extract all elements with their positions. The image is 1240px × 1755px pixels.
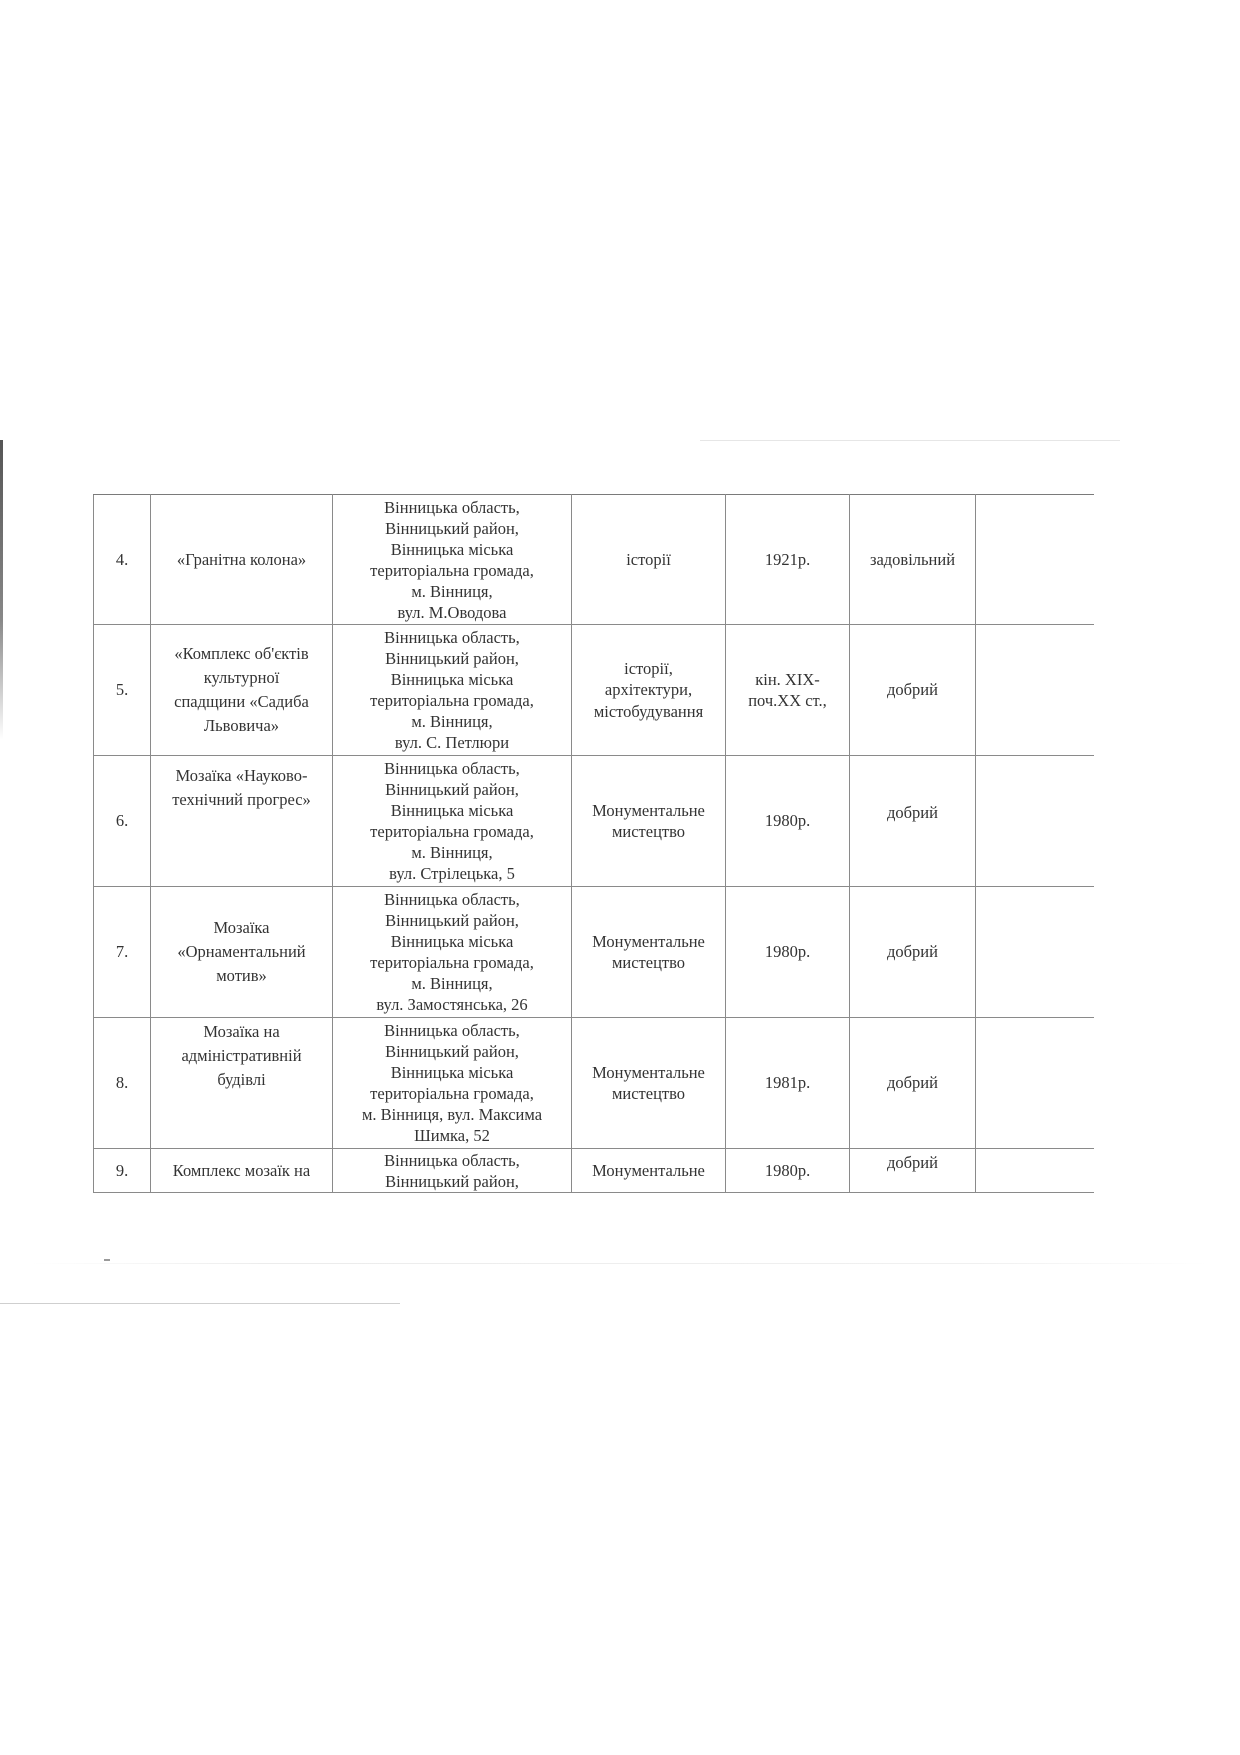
table-row	[94, 495, 1094, 625]
condition: добрий	[887, 680, 938, 700]
date: 1980р.	[764, 942, 811, 962]
object-name: Мозаїка на адміністративній будівлі	[181, 1022, 302, 1089]
table-row	[94, 1149, 1094, 1193]
table-row	[94, 1018, 1094, 1149]
row-number: 8.	[115, 1073, 129, 1093]
address: Вінницька область, Вінницький район,	[384, 1150, 520, 1191]
heritage-type: Монументальне мистецтво	[592, 931, 705, 972]
object-name: «Комплекс об'єктів культурної спадщини «Садиба Львовича»	[174, 644, 309, 735]
row-number: 9.	[115, 1160, 129, 1180]
address: Вінницька область, Вінницький район, Вінницька міська територіальна громада, м. Вінниця, вул. Стрілецька, 5	[370, 759, 534, 883]
address-cell	[333, 756, 572, 887]
date: 1980р.	[764, 811, 811, 831]
row-number: 4.	[115, 549, 129, 569]
row-number-cell	[94, 495, 151, 625]
object-name-cell	[151, 887, 333, 1018]
scan-line-artifact	[0, 1303, 400, 1304]
type-cell	[572, 887, 726, 1018]
object-name-cell	[151, 625, 333, 756]
condition: добрий	[887, 803, 938, 822]
object-name-cell	[151, 1149, 333, 1193]
row-number-cell	[94, 625, 151, 756]
row-number-cell	[94, 887, 151, 1018]
type-cell	[572, 756, 726, 887]
address: Вінницька область, Вінницький район, Вінницька міська територіальна громада, м. Вінниця, вул. Замостянська, 26	[370, 890, 534, 1014]
date: кін. XIX- поч.XX ст.,	[748, 669, 827, 710]
address: Вінницька область, Вінницький район, Вінницька міська територіальна громада, м. Вінниця, вул. С. Петлюри	[370, 628, 534, 752]
object-name-cell	[151, 1018, 333, 1149]
condition-cell	[850, 625, 976, 756]
table-row	[94, 625, 1094, 756]
condition-cell	[850, 1149, 976, 1193]
scan-line-artifact	[700, 440, 1120, 441]
address: Вінницька область, Вінницький район, Вінницька міська територіальна громада, м. Вінниця, вул. М.Оводова	[370, 497, 534, 622]
type-cell	[572, 625, 726, 756]
condition: добрий	[887, 942, 938, 962]
row-number: 5.	[115, 680, 129, 700]
condition-cell	[850, 887, 976, 1018]
date-cell	[726, 887, 850, 1018]
address-cell	[333, 887, 572, 1018]
heritage-objects-table	[93, 494, 1093, 1193]
row-number: 6.	[115, 811, 129, 831]
address-cell	[333, 1149, 572, 1193]
scan-line-artifact	[30, 1263, 1210, 1264]
row-number-cell	[94, 1149, 151, 1193]
table	[93, 494, 1094, 1193]
scan-edge-artifact	[0, 440, 3, 740]
date-cell	[726, 756, 850, 887]
condition-cell	[850, 756, 976, 887]
object-name: Мозаїка «Науково- технічний прогрес»	[172, 766, 311, 809]
condition-cell	[850, 495, 976, 625]
object-name-cell	[151, 756, 333, 887]
type-cell	[572, 495, 726, 625]
date: 1981р.	[764, 1073, 811, 1093]
condition: добрий	[887, 1073, 938, 1093]
date: 1980р.	[764, 1160, 811, 1180]
extra-cell	[976, 495, 1094, 625]
extra-cell	[976, 887, 1094, 1018]
extra-cell	[976, 1149, 1094, 1193]
row-number: 7.	[115, 942, 129, 962]
address-cell	[333, 495, 572, 625]
object-name: «Гранітна колона»	[176, 549, 307, 569]
extra-cell	[976, 1018, 1094, 1149]
date-cell	[726, 1018, 850, 1149]
object-name-cell	[151, 495, 333, 625]
extra-cell	[976, 625, 1094, 756]
date-cell	[726, 1149, 850, 1193]
row-number-cell	[94, 1018, 151, 1149]
table-row	[94, 887, 1094, 1018]
address-cell	[333, 1018, 572, 1149]
type-cell	[572, 1018, 726, 1149]
condition: добрий	[887, 1153, 938, 1172]
date-cell	[726, 495, 850, 625]
date-cell	[726, 625, 850, 756]
object-name: Комплекс мозаїк на	[172, 1160, 311, 1180]
heritage-type: Монументальне мистецтво	[592, 1062, 705, 1103]
heritage-type: історії, архітектури, містобудування	[593, 658, 704, 721]
date: 1921р.	[764, 549, 811, 569]
condition: задовільний	[869, 549, 956, 569]
condition-cell	[850, 1018, 976, 1149]
type-cell	[572, 1149, 726, 1193]
address: Вінницька область, Вінницький район, Вінницька міська територіальна громада, м. Вінниця, вул. Максима Шимка, 52	[361, 1021, 543, 1145]
scan-dot-artifact	[104, 1259, 110, 1261]
extra-cell	[976, 756, 1094, 887]
row-number-cell	[94, 756, 151, 887]
address-cell	[333, 625, 572, 756]
table-row	[94, 756, 1094, 887]
heritage-type: Монументальне	[592, 1160, 705, 1180]
heritage-type: історії	[626, 549, 671, 569]
heritage-type: Монументальне мистецтво	[592, 800, 705, 841]
object-name: Мозаїка «Орнаментальний мотив»	[177, 918, 306, 985]
